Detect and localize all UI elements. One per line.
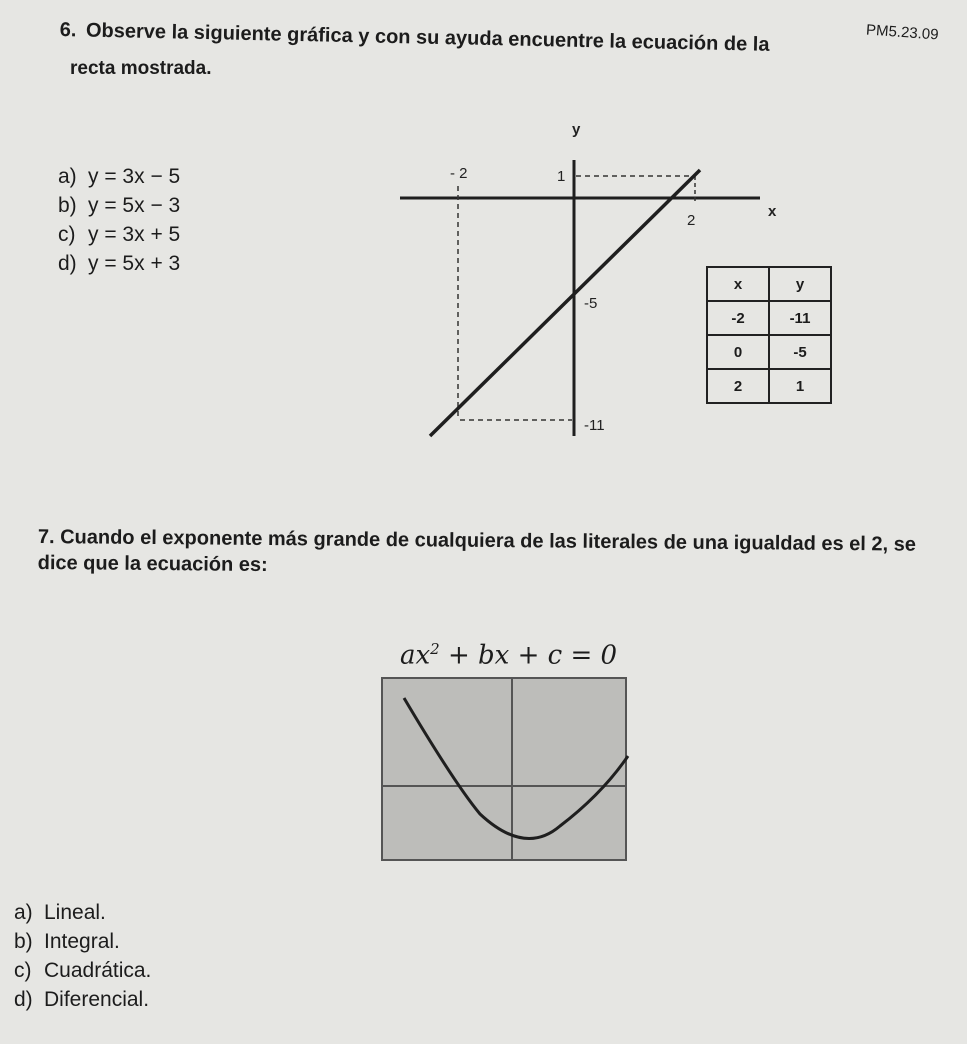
label-x-2: 2 <box>687 212 696 229</box>
formula-exponent: 2 <box>430 640 440 658</box>
quadratic-formula <box>400 640 617 671</box>
option-text: Lineal. <box>44 901 106 924</box>
option-letter: b) <box>14 930 33 953</box>
option-text: y = 3x + 5 <box>88 223 181 246</box>
page-code: PM5.23.09 <box>865 21 940 44</box>
parabola-graph <box>380 676 630 866</box>
label-y-neg5: -5 <box>584 295 598 312</box>
formula-rest: + bx + c = 0 <box>447 640 618 671</box>
header-x: x <box>707 267 769 301</box>
option-letter: c) <box>14 959 32 982</box>
option-d[interactable] <box>14 985 151 1014</box>
label-y-neg11: -11 <box>584 417 605 434</box>
option-letter: c) <box>58 223 76 246</box>
option-letter: d) <box>14 988 33 1011</box>
cell-x: -2 <box>707 301 769 335</box>
label-x-neg2: - 2 <box>450 165 468 182</box>
option-a[interactable] <box>58 162 180 191</box>
question-7-text-block <box>38 524 938 584</box>
option-letter: b) <box>58 194 77 217</box>
option-text: Diferencial. <box>44 988 150 1011</box>
option-text: Integral. <box>44 930 120 953</box>
question-6-text: Observe la siguiente gráfica y con su ayuda encuentre la ecuación de la <box>85 19 770 56</box>
cell-x: 0 <box>707 335 769 369</box>
option-letter: a) <box>58 165 77 188</box>
question-6-options <box>58 162 180 278</box>
cell-y: -5 <box>769 335 831 369</box>
table-header-row <box>707 267 831 301</box>
table-row <box>707 301 831 335</box>
table-row <box>707 369 831 403</box>
header-y: y <box>769 267 831 301</box>
x-axis-label: x <box>768 203 777 220</box>
question-7-text: Cuando el exponente más grande de cualquiera de las literales de una igualdad es el 2, se dice que la ecuación es: <box>37 526 917 577</box>
option-b[interactable] <box>58 191 180 220</box>
option-text: y = 5x + 3 <box>88 252 181 275</box>
option-text: y = 3x − 5 <box>88 165 181 188</box>
option-a[interactable] <box>14 898 151 927</box>
xy-table <box>706 266 832 404</box>
question-6-title <box>59 18 939 60</box>
graph-line <box>430 170 700 436</box>
option-letter: a) <box>14 901 33 924</box>
option-letter: d) <box>58 252 77 275</box>
table-row <box>707 335 831 369</box>
question-7-number: 7. <box>37 525 55 549</box>
cell-y: 1 <box>769 369 831 403</box>
cell-y: -11 <box>769 301 831 335</box>
label-y-1: 1 <box>557 168 566 185</box>
option-c[interactable] <box>14 956 151 985</box>
option-b[interactable] <box>14 927 151 956</box>
option-text: y = 5x − 3 <box>88 194 181 217</box>
question-6-number: 6. <box>59 18 77 42</box>
option-d[interactable] <box>58 249 180 278</box>
option-c[interactable] <box>58 220 180 249</box>
cell-x: 2 <box>707 369 769 403</box>
question-6-continuation: recta mostrada. <box>70 58 212 79</box>
option-text: Cuadrática. <box>44 959 152 982</box>
y-axis-label: y <box>572 121 581 138</box>
question-7-options <box>14 898 151 1014</box>
formula-ax: ax <box>400 640 431 671</box>
